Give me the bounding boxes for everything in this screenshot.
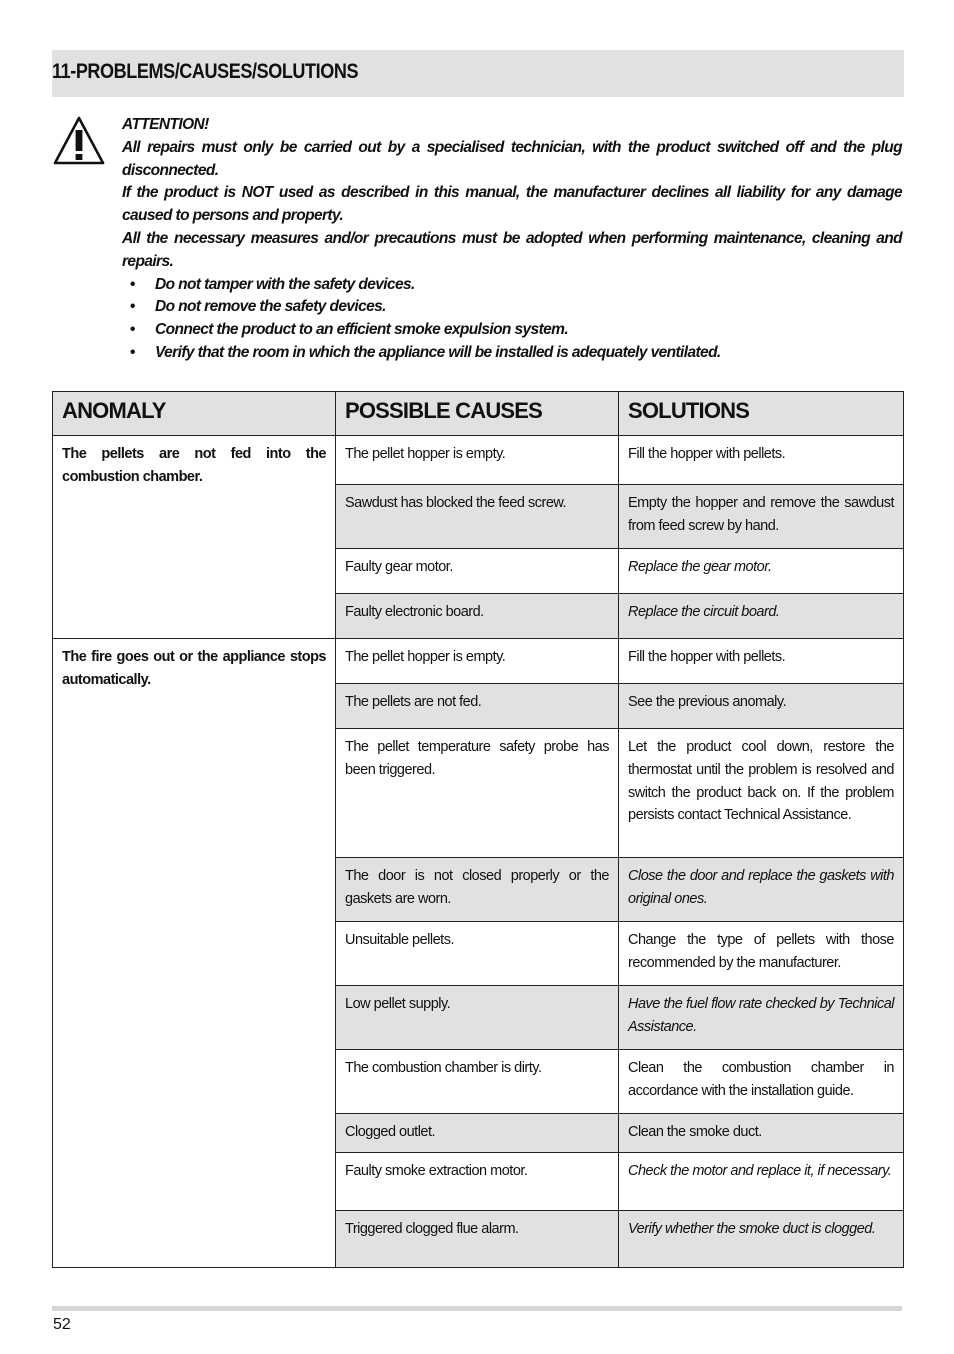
footer-divider — [52, 1306, 902, 1311]
cause-cell: The pellets are not fed. — [336, 684, 619, 729]
solution-cell: Empty the hopper and remove the sawdust from feed screw by hand. — [619, 485, 904, 549]
solution-cell: Fill the hopper with pellets. — [619, 639, 904, 684]
anomaly-cell: The fire goes out or the appliance stops automatically. — [53, 639, 336, 1268]
cause-cell: Faulty electronic board. — [336, 594, 619, 639]
warning-triangle-icon — [52, 115, 106, 167]
section-title: 11-PROBLEMS/CAUSES/SOLUTIONS — [52, 60, 359, 83]
solution-cell: Clean the smoke duct. — [619, 1114, 904, 1153]
table-row — [53, 639, 904, 684]
attention-paragraph: All repairs must only be carried out by a specialised technician, with the product switched off and the plug disconnected. — [122, 138, 902, 179]
cause-cell: Unsuitable pellets. — [336, 922, 619, 986]
cause-cell: Faulty gear motor. — [336, 549, 619, 594]
header-possible-causes: POSSIBLE CAUSES — [336, 392, 619, 436]
solution-cell: Close the door and replace the gaskets with original ones. — [619, 858, 904, 922]
cause-cell: Sawdust has blocked the feed screw. — [336, 485, 619, 549]
solution-cell: See the previous anomaly. — [619, 684, 904, 729]
header-anomaly: ANOMALY — [53, 392, 336, 436]
solution-cell: Replace the circuit board. — [619, 594, 904, 639]
cause-cell: The combustion chamber is dirty. — [336, 1050, 619, 1114]
solution-cell: Clean the combustion chamber in accordance with the installation guide. — [619, 1050, 904, 1114]
attention-bullet: • Verify that the room in which the appliance will be installed is adequately ventilated. — [122, 342, 902, 365]
solution-cell: Have the fuel flow rate checked by Technical Assistance. — [619, 986, 904, 1050]
table-header-row — [53, 392, 904, 436]
section-header — [52, 50, 904, 97]
cause-cell: The pellet temperature safety probe has been triggered. — [336, 729, 619, 858]
cause-cell: Low pellet supply. — [336, 986, 619, 1050]
solution-cell: Check the motor and replace it, if necessary. — [619, 1152, 904, 1210]
cause-cell: Clogged outlet. — [336, 1114, 619, 1153]
solution-cell: Fill the hopper with pellets. — [619, 436, 904, 485]
table-row — [53, 436, 904, 485]
troubleshooting-table — [52, 391, 904, 1268]
page-number: 52 — [53, 1316, 71, 1333]
cause-cell: The pellet hopper is empty. — [336, 436, 619, 485]
attention-bullet-list — [122, 274, 902, 365]
attention-paragraph: If the product is NOT used as described in this manual, the manufacturer declines all liability for any damage caused to persons and property. — [122, 184, 902, 225]
cause-cell: Faulty smoke extraction motor. — [336, 1152, 619, 1210]
attention-heading: ATTENTION! — [122, 116, 209, 133]
attention-paragraph: All the necessary measures and/or precautions must be adopted when performing maintenance, cleaning and repairs. — [122, 229, 902, 270]
solution-cell: Let the product cool down, restore the thermostat until the problem is resolved and switch the product back on. If the problem persists contact Technical Assistance. — [619, 729, 904, 858]
attention-bullet: • Do not tamper with the safety devices. — [122, 274, 902, 297]
solution-cell: Replace the gear motor. — [619, 549, 904, 594]
anomaly-cell: The pellets are not fed into the combustion chamber. — [53, 436, 336, 639]
cause-cell: The pellet hopper is empty. — [336, 639, 619, 684]
attention-block — [122, 114, 902, 365]
attention-bullet: • Do not remove the safety devices. — [122, 296, 902, 319]
header-solutions: SOLUTIONS — [619, 392, 904, 436]
attention-bullet: • Connect the product to an efficient smoke expulsion system. — [122, 319, 902, 342]
cause-cell: Triggered clogged flue alarm. — [336, 1210, 619, 1267]
solution-cell: Verify whether the smoke duct is clogged. — [619, 1210, 904, 1267]
cause-cell: The door is not closed properly or the gaskets are worn. — [336, 858, 619, 922]
solution-cell: Change the type of pellets with those recommended by the manufacturer. — [619, 922, 904, 986]
